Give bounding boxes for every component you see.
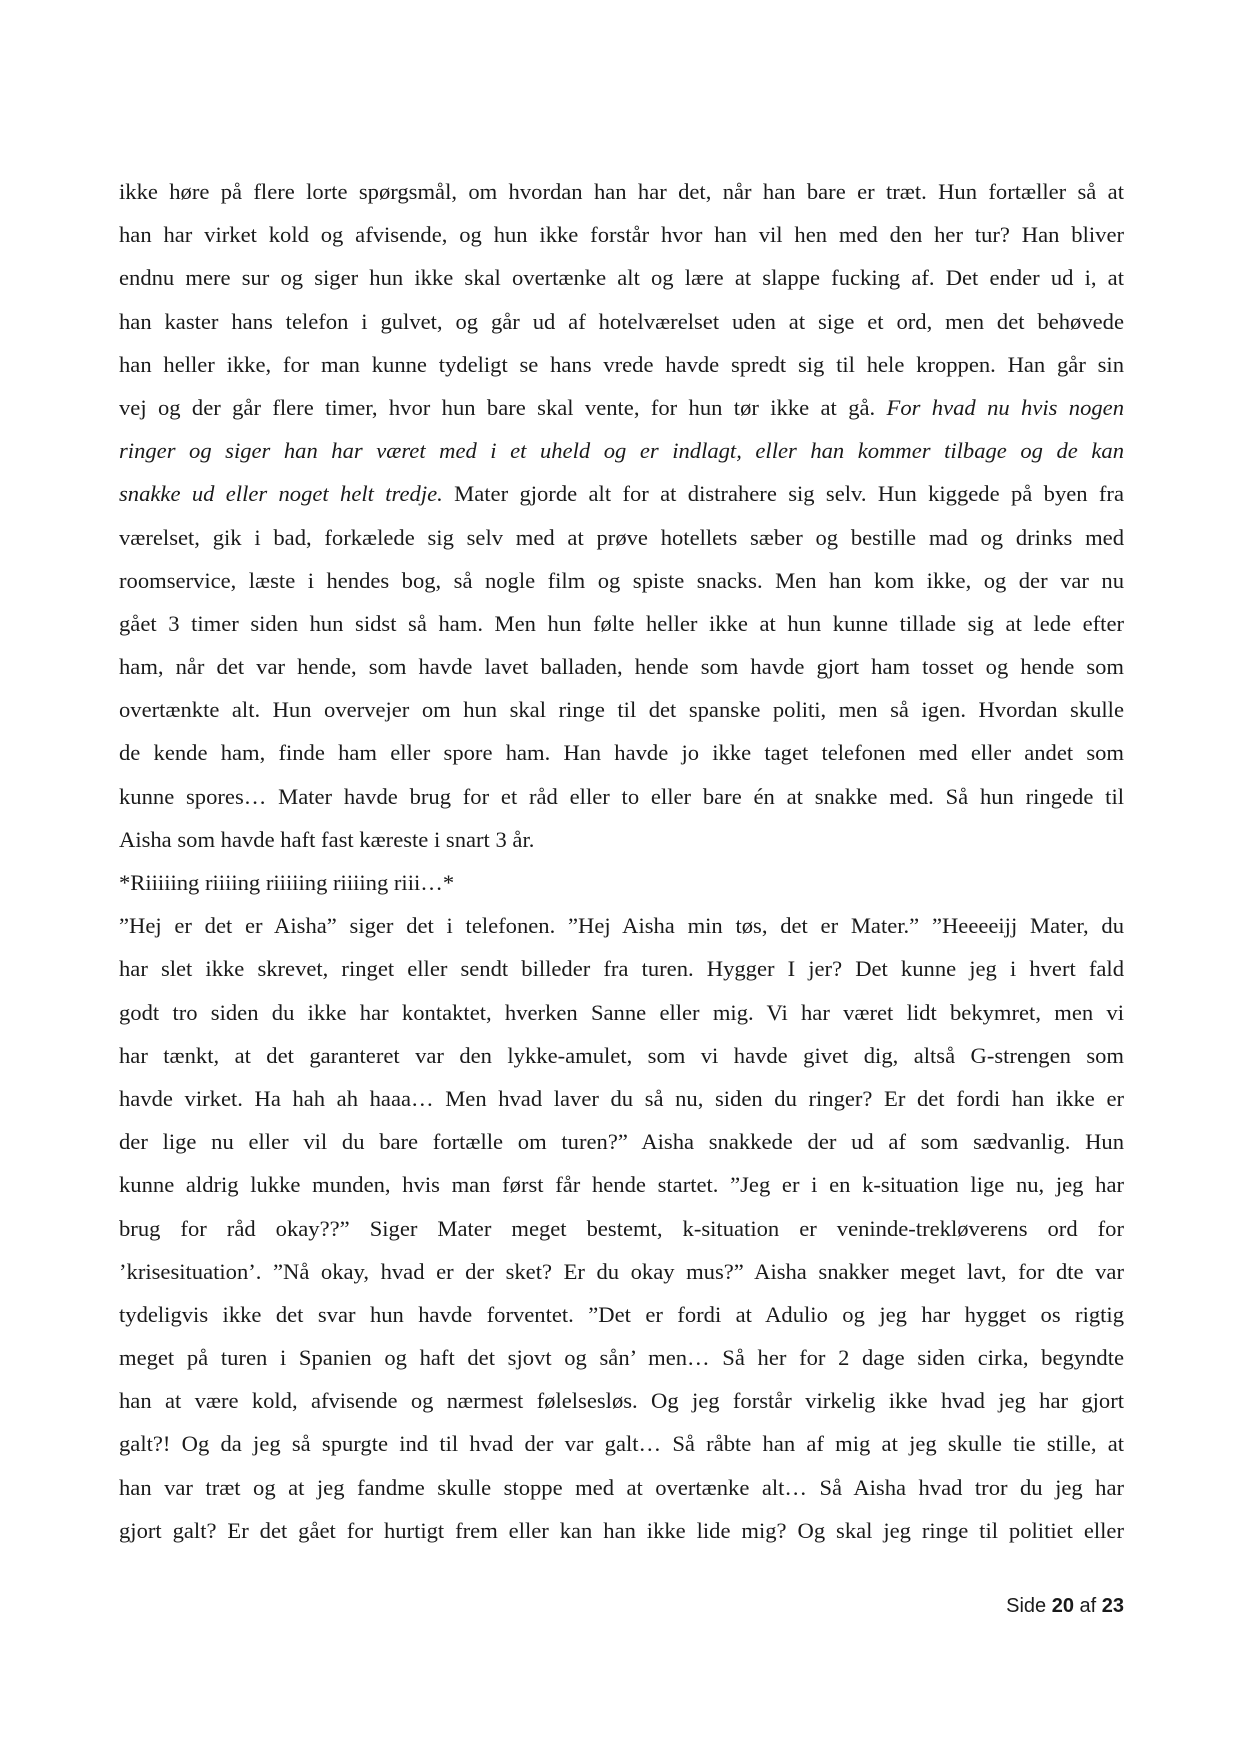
text-line: godt tro siden du ikke har kontaktet, hverken Sanne eller mig. Vi har været lidt bekymret, men vi [119, 999, 1124, 1025]
text-line: kunne aldrig lukke munden, hvis man først får hende startet. ”Jeg er i en k-situation lige nu, jeg har [119, 1172, 1124, 1198]
text-line: har slet ikke skrevet, ringet eller sendt billeder fra turen. Hygger I jer? Det kunne jeg i hvert fald [119, 956, 1124, 982]
text-line: *Riiiiing riiiing riiiiing riiiing riii…* [119, 870, 455, 895]
text-line-mixed [119, 472, 1124, 515]
current-page-number: 20 [1051, 1595, 1074, 1617]
text-line: havde virket. Ha hah ah haaa… Men hvad laver du så nu, siden du ringer? Er det fordi han ikke er [119, 1085, 1124, 1111]
text-line-italic [119, 429, 1124, 472]
text-line: han heller ikke, for man kunne tydeligt se hans vrede havde spredt sig til hele kroppen. Han går sin [119, 351, 1124, 377]
text-line: endnu mere sur og siger hun ikke skal overtænke alt og lære at slappe fucking af. Det ender ud i, at [119, 265, 1124, 291]
text-line: han var træt og at jeg fandme skulle stoppe med at overtænke alt… Så Aisha hvad tror du jeg har [119, 1474, 1124, 1500]
text-line: brug for råd okay??” Siger Mater meget bestemt, k-situation er veninde-trekløverens ord for [119, 1215, 1124, 1241]
text-line: Aisha som havde haft fast kæreste i snart 3 år. [119, 826, 535, 852]
text-line: tydeligvis ikke det svar hun havde forventet. ”Det er fordi at Adulio og jeg har hygget os rigtig [119, 1301, 1124, 1327]
italic-segment: snakke ud eller noget helt tredje. [119, 481, 443, 507]
text-line: ”Hej er det er Aisha” siger det i telefonen. ”Hej Aisha min tøs, det er Mater.” ”Heeeeijj Mater, du [119, 913, 1124, 939]
text-line: der lige nu eller vil du bare fortælle om turen?” Aisha snakkede der ud af som sædvanlig. Hun [119, 1129, 1124, 1155]
text-line: han har virket kold og afvisende, og hun ikke forstår hvor han vil hen med den her tur? Han bliver [119, 222, 1124, 248]
italic-segment: For hvad nu hvis nogen [886, 394, 1124, 420]
text-line: værelset, gik i bad, forkælede sig selv med at prøve hotellets sæber og bestille mad og drinks med [119, 524, 1124, 550]
body-text [119, 170, 1124, 1552]
italic-segment: ringer og siger han har været med i et uheld og er indlagt, eller han kommer tilbage og de kan [119, 438, 1124, 464]
text-line: galt?! Og da jeg så spurgte ind til hvad der var galt… Så råbte han af mig at jeg skulle tie stille, at [119, 1431, 1124, 1457]
text-line: gået 3 timer siden hun sidst så ham. Men hun følte heller ikke at hun kunne tillade sig at lede efter [119, 610, 1124, 636]
text-segment: vej og der går flere timer, hvor hun bare skal vente, for hun tør ikke at gå. [119, 394, 887, 420]
page-of-label: af [1073, 1595, 1102, 1617]
text-line-mixed [119, 386, 1124, 429]
text-line: ham, når det var hende, som havde lavet balladen, hende som havde gjort ham tosset og hende som [119, 654, 1124, 680]
text-line: han kaster hans telefon i gulvet, og går ud af hotelværelset uden at sige et ord, men det behøvede [119, 308, 1124, 334]
text-line: de kende ham, finde ham eller spore ham. Han havde jo ikke taget telefonen med eller andet som [119, 740, 1124, 766]
text-line: ikke høre på flere lorte spørgsmål, om hvordan han har det, når han bare er træt. Hun fortæller så at [119, 179, 1124, 204]
page-number-footer [1006, 1595, 1124, 1618]
text-line: har tænkt, at det garanteret var den lykke-amulet, som vi havde givet dig, altså G-strengen som [119, 1042, 1124, 1068]
text-line: overtænkte alt. Hun overvejer om hun skal ringe til det spanske politi, men så igen. Hvordan skulle [119, 697, 1124, 723]
text-line: meget på turen i Spanien og haft det sjovt og sån’ men… Så her for 2 dage siden cirka, begyndte [119, 1345, 1124, 1371]
text-line: roomservice, læste i hendes bog, så nogle film og spiste snacks. Men han kom ikke, og der var nu [119, 567, 1124, 593]
total-pages-number: 23 [1101, 1595, 1124, 1617]
text-line: han at være kold, afvisende og nærmest følelsesløs. Og jeg forstår virkelig ikke hvad jeg har gjort [119, 1388, 1124, 1414]
text-line: kunne spores… Mater havde brug for et råd eller to eller bare én at snakke med. Så hun ringede til [119, 783, 1124, 809]
page-label: Side [1006, 1595, 1052, 1617]
text-line: ’krisesituation’. ”Nå okay, hvad er der sket? Er du okay mus?” Aisha snakker meget lavt, for dte var [119, 1258, 1124, 1284]
text-segment: Mater gjorde alt for at distrahere sig selv. Hun kiggede på byen fra [442, 481, 1124, 507]
text-line: gjort galt? Er det gået for hurtigt frem eller kan han ikke lide mig? Og skal jeg ringe til politiet eller [119, 1517, 1124, 1543]
